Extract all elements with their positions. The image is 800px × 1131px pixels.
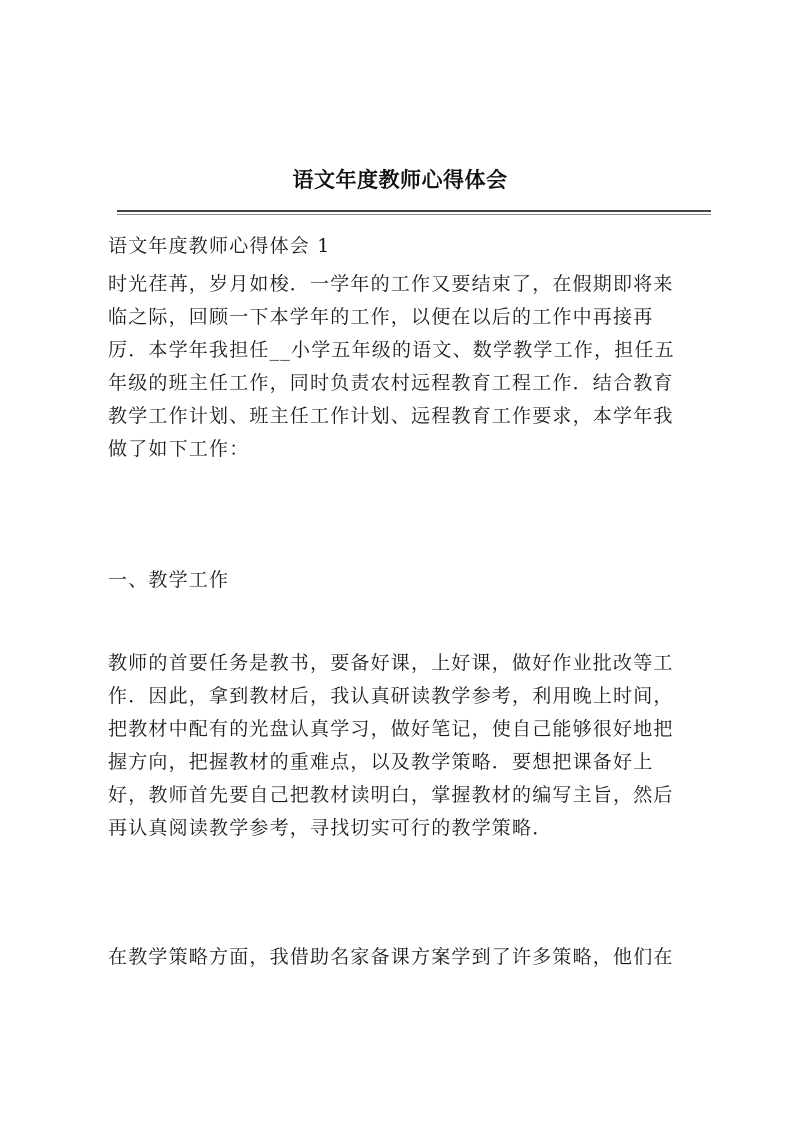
paragraph-line: 把教材中配有的光盘认真学习，做好笔记，使自己能够很好地把 [108,718,674,740]
paragraph-3 [108,941,713,974]
paragraph-line: 厉．本学年我担任__小学五年级的语文、数学教学工作，担任五 [108,339,675,361]
paragraph-line: 教学工作计划、班主任工作计划、远程教育工作要求，本学年我 [108,405,674,427]
paragraph-line: 好，教师首先要自己把教材读明白，掌握教材的编写主旨，然后 [108,784,674,806]
paragraph-2 [108,647,713,845]
paragraph-line: 握方向，把握教材的重难点，以及教学策略．要想把课备好上 [108,751,654,773]
subheading-teaching [108,564,713,597]
paragraph-line: 时光荏苒，岁月如梭．一学年的工作又要结束了，在假期即将来 [108,273,674,295]
section-heading [108,230,713,263]
document-title: 语文年度教师心得体会 [292,167,508,192]
paragraph-line: 年级的班主任工作，同时负责农村远程教育工程工作．结合教育 [108,372,674,394]
subheading-text: 一、教学工作 [108,569,230,591]
title-divider [117,210,711,212]
paragraph-line: 再认真阅读教学参考，寻找切实可行的教学策略． [108,817,553,839]
section-heading-text: 语文年度教师心得体会 1 [108,235,331,257]
paragraph-line: 在教学策略方面，我借助名家备课方案学到了许多策略，他们在 [108,946,674,968]
paragraph-line: 做了如下工作： [108,438,250,460]
title-divider-thin [117,214,711,215]
paragraph-1 [108,268,713,466]
paragraph-line: 临之际，回顾一下本学年的工作，以便在以后的工作中再接再 [108,306,654,328]
paragraph-line: 教师的首要任务是教书，要备好课，上好课，做好作业批改等工 [108,652,674,674]
paragraph-line: 作．因此，拿到教材后，我认真研读教学参考，利用晚上时间， [108,685,674,707]
